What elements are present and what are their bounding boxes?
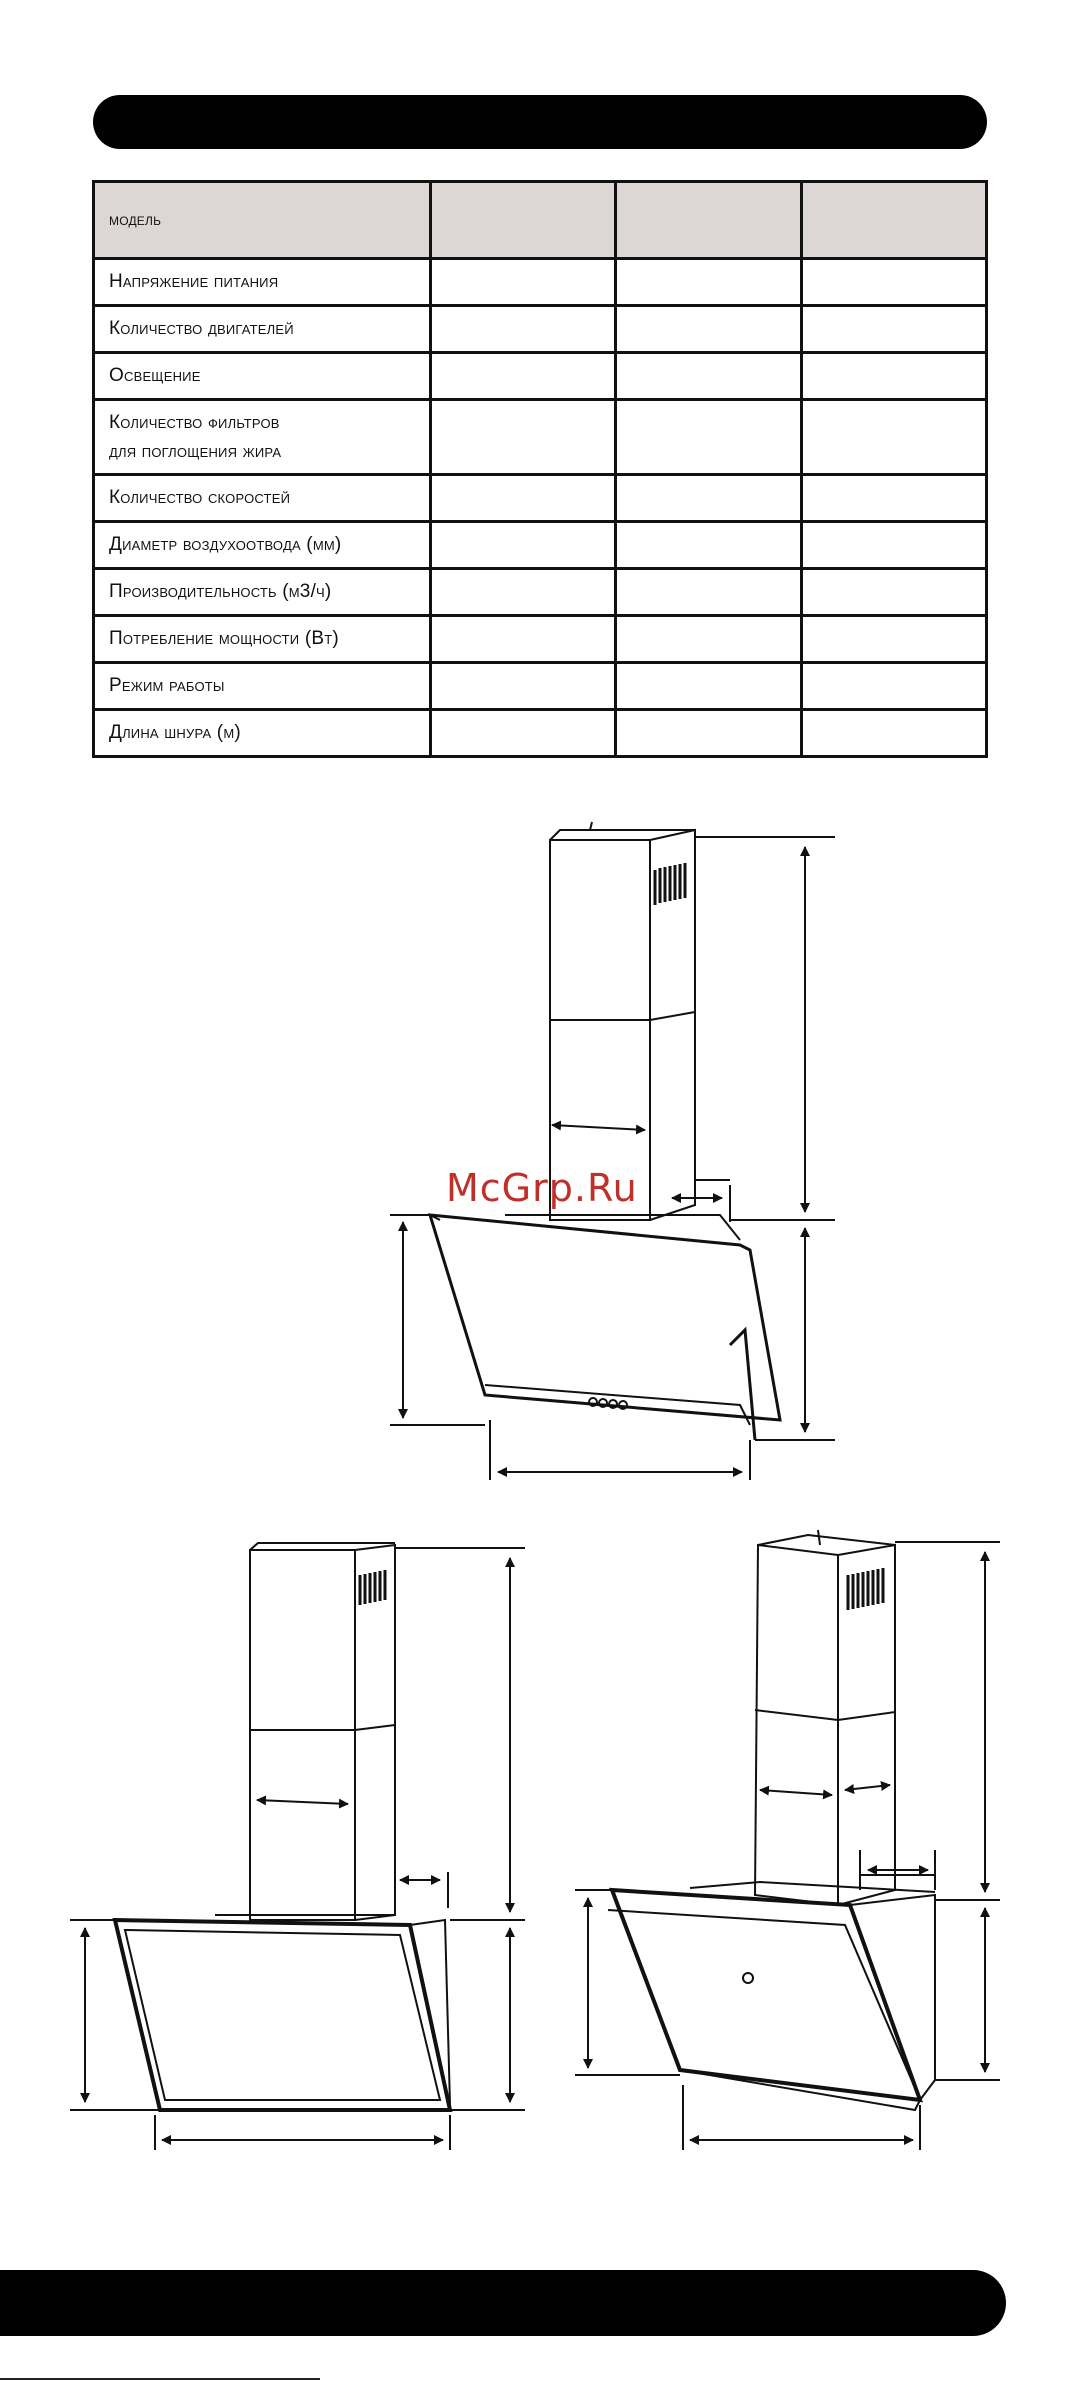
value-cell bbox=[801, 663, 986, 710]
row-label: Количество двигателей bbox=[94, 306, 431, 353]
hood-drawing-left-side bbox=[115, 1543, 450, 2110]
table-row bbox=[94, 353, 987, 400]
row-label: Длина шнура (м) bbox=[94, 710, 431, 757]
value-cell bbox=[801, 259, 986, 306]
top-title-bar bbox=[93, 95, 987, 149]
value-cell bbox=[431, 569, 616, 616]
table-row bbox=[94, 522, 987, 569]
header-model-3-cell bbox=[801, 182, 986, 259]
value-cell bbox=[616, 663, 801, 710]
value-cell bbox=[431, 353, 616, 400]
value-cell bbox=[616, 616, 801, 663]
value-cell bbox=[431, 475, 616, 522]
row-label: Количество скоростей bbox=[94, 475, 431, 522]
row-label: Напряжение питания bbox=[94, 259, 431, 306]
table-row bbox=[94, 475, 987, 522]
value-cell bbox=[431, 259, 616, 306]
header-model-1-cell bbox=[431, 182, 616, 259]
table-row bbox=[94, 663, 987, 710]
bottom-divider bbox=[0, 2378, 320, 2380]
table-row bbox=[94, 569, 987, 616]
table-row bbox=[94, 400, 987, 475]
value-cell bbox=[801, 353, 986, 400]
value-cell bbox=[431, 400, 616, 475]
value-cell bbox=[801, 400, 986, 475]
value-cell bbox=[431, 616, 616, 663]
value-cell bbox=[616, 306, 801, 353]
header-model-2-cell bbox=[616, 182, 801, 259]
value-cell bbox=[431, 306, 616, 353]
value-cell bbox=[616, 569, 801, 616]
row-label-line-1: Количество фильтров bbox=[109, 412, 280, 433]
value-cell bbox=[801, 475, 986, 522]
value-cell bbox=[431, 710, 616, 757]
dimension-lines-drawing-3 bbox=[575, 1542, 1000, 2150]
value-cell bbox=[801, 710, 986, 757]
value-cell bbox=[801, 569, 986, 616]
hood-dimension-drawings bbox=[0, 820, 1078, 2160]
value-cell bbox=[431, 522, 616, 569]
row-label: Освещение bbox=[94, 353, 431, 400]
value-cell bbox=[801, 522, 986, 569]
table-row bbox=[94, 259, 987, 306]
table-header-row bbox=[94, 182, 987, 259]
specifications-table bbox=[92, 180, 988, 758]
value-cell bbox=[801, 616, 986, 663]
value-cell bbox=[616, 259, 801, 306]
value-cell bbox=[616, 400, 801, 475]
dimension-lines-drawing-1 bbox=[390, 837, 835, 1480]
hood-drawing-front-angled bbox=[430, 822, 780, 1440]
table-row bbox=[94, 710, 987, 757]
bottom-footer-bar bbox=[0, 2270, 1006, 2336]
row-label: Диаметр воздухоотвода (мм) bbox=[94, 522, 431, 569]
value-cell bbox=[616, 475, 801, 522]
row-label bbox=[94, 400, 431, 475]
table-row bbox=[94, 616, 987, 663]
header-model-cell: модель bbox=[94, 182, 431, 259]
value-cell bbox=[431, 663, 616, 710]
hood-drawing-right-angled bbox=[608, 1530, 935, 2110]
watermark-text: McGrp.Ru bbox=[446, 1166, 638, 1210]
row-label: Режим работы bbox=[94, 663, 431, 710]
value-cell bbox=[801, 306, 986, 353]
row-label: Потребление мощности (Вт) bbox=[94, 616, 431, 663]
row-label-line-2: для поглощения жира bbox=[109, 441, 282, 462]
dimension-lines-drawing-2 bbox=[70, 1548, 525, 2150]
table-row bbox=[94, 306, 987, 353]
value-cell bbox=[616, 522, 801, 569]
value-cell bbox=[616, 710, 801, 757]
value-cell bbox=[616, 353, 801, 400]
row-label: Производительность (м3/ч) bbox=[94, 569, 431, 616]
